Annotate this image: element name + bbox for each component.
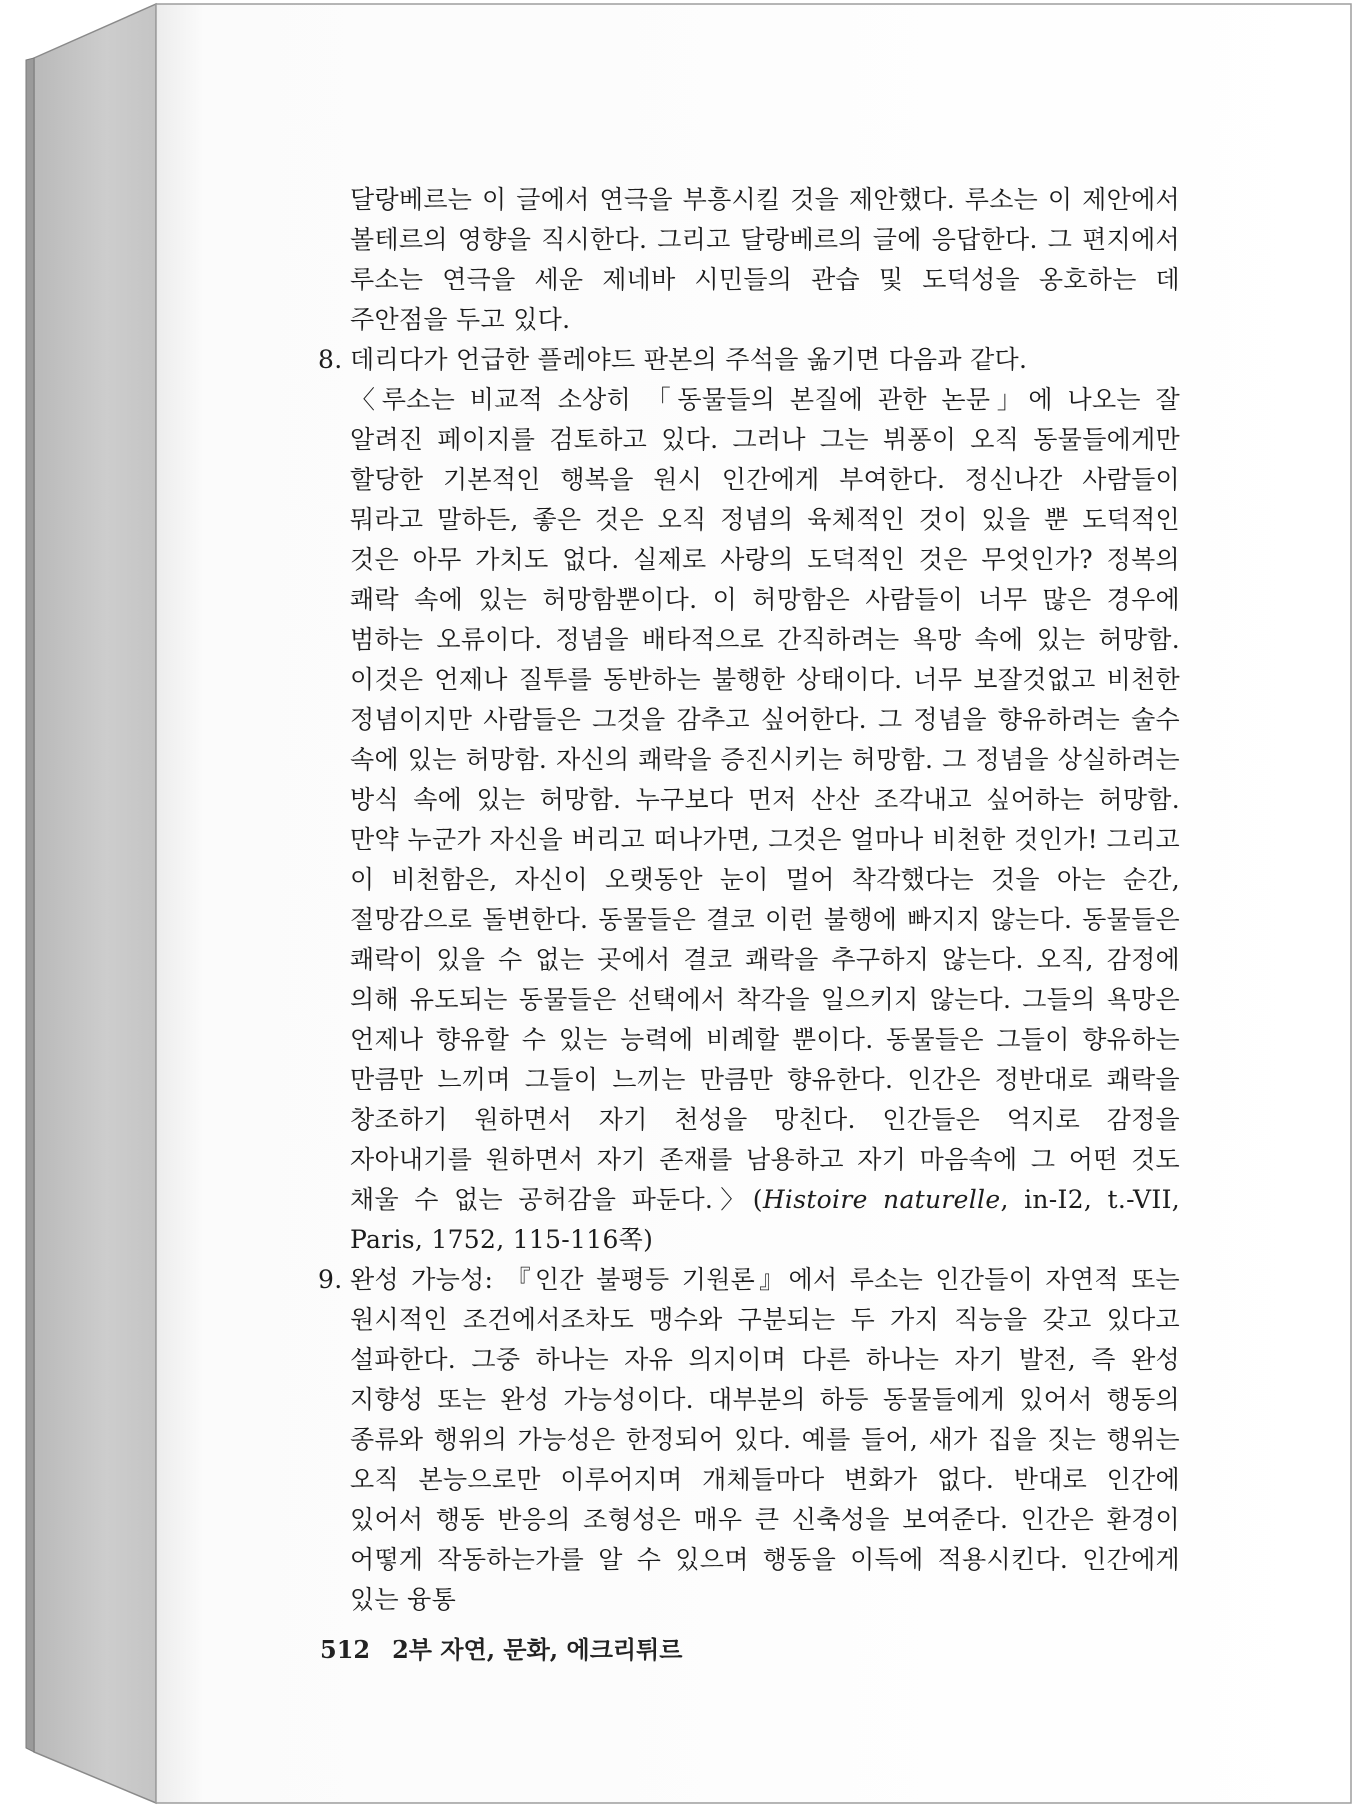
- book-edge: [26, 58, 34, 1752]
- running-head: 2부 자연, 문화, 에크리튀르: [392, 1635, 683, 1664]
- page-number: 512: [320, 1635, 371, 1664]
- citation-title: Histoire naturelle: [762, 1185, 1001, 1214]
- book-spine: [34, 4, 156, 1803]
- page-footer: [320, 1630, 682, 1665]
- footnote-8-lead: 데리다가 언급한 플레야드 판본의 주석을 옮기면 다음과 같다.: [350, 345, 1028, 374]
- page-body: [318, 180, 1180, 1620]
- footnote-8-quote: [318, 380, 1180, 1260]
- footnote-9-number: 9.: [318, 1265, 343, 1294]
- footnote-8-number: 8.: [318, 345, 343, 374]
- citation-details: , in-I2, t.-VII, Paris, 1752, 115-116쪽): [350, 1185, 1181, 1254]
- footnote-8-quote-text: 〈루소는 비교적 소상히 「동물들의 본질에 관한 논문」에 나오는 잘 알려진 페이지를 검토하고 있다. 그러나 그는 뷔퐁이 오직 동물들에게만 할당한 기본적인 행복을 원시 인간에게 부여한다. 정신나간 사람들이 뭐라고 말하든, 좋은 것은 오직 정념의 육체적인 것이 있을 뿐 도덕적인 것은 아무 가치도 없다. 실제로 사랑의 도덕적인 것은 무엇인가? 정복의 쾌락 속에 있는 허망함뿐이다. 이 허망함은 사람들이 너무 많은 경우에 범하는 오류이다. 정념을 배타적으로 간직하려는 욕망 속에 있는 허망함. 이것은 언제나 질투를 동반하는 불행한 상태이다. 너무 보잘것없고 비천한 정념이지만 사람들은 그것을 감추고 싶어한다. 그 정념을 향유하려는 술수 속에 있는 허망함. 자신의 쾌락을 증진시키는 허망함. 그 정념을 상실하려는 방식 속에 있는 허망함. 누구보다 먼저 산산 조각내고 싶어하는 허망함. 만약 누군가 자신을 버리고 떠나가면, 그것은 얼마나 비천한 것인가! 그리고 이 비천함은, 자신이 오랫동안 눈이 멀어 착각했다는 것을 아는 순간, 절망감으로 돌변한다. 동물들은 결코 이런 불행에 빠지지 않는다. 동물들은 쾌락이 있을 수 없는 곳에서 결코 쾌락을 추구하지 않는다. 오직, 감정에 의해 유도되는 동물들은 선택에서 착각을 일으키지 않는다. 그들의 욕망은 언제나 향유할 수 있는 능력에 비례할 뿐이다. 동물들은 그들이 향유하는 만큼만 느끼며 그들이 느끼는 만큼만 향유한다. 인간은 정반대로 쾌락을 창조하기 원하면서 자기 천성을 망친다. 인간들은 억지로 감정을 자아내기를 원하면서 자기 존재를 남용하고 자기 마음속에 그 어떤 것도 채울 수 없는 공허감을 파둔다.〉: [350, 385, 1180, 1214]
- paragraph-intro: 달랑베르는 이 글에서 연극을 부흥시킬 것을 제안했다. 루소는 이 제안에서 볼테르의 영향을 직시한다. 그리고 달랑베르의 글에 응답한다. 그 편지에서 루소는 연극을 세운 제네바 시민들의 관습 및 도덕성을 옹호하는 데 주안점을 두고 있다.: [350, 185, 1180, 334]
- footnote-9: [318, 1260, 1180, 1620]
- citation-open: (: [752, 1185, 763, 1214]
- footnote-9-text: 완성 가능성: 『인간 불평등 기원론』에서 루소는 인간들이 자연적 또는 원시적인 조건에서조차도 맹수와 구분되는 두 가지 직능을 갖고 있다고 설파한다. 그중 하나는 자유 의지이며 다른 하나는 자기 발전, 즉 완성 지향성 또는 완성 가능성이다. 대부분의 하등 동물들에게 있어서 행동의 종류와 행위의 가능성은 한정되어 있다. 예를 들어, 새가 집을 짓는 행위는 오직 본능으로만 이루어지며 개체들마다 변화가 없다. 반대로 인간에 있어서 행동 반응의 조형성은 매우 큰 신축성을 보여준다. 인간은 환경이 어떻게 작동하는가를 알 수 있으며 행동을 이득에 적용시킨다. 인간에게 있는 융통: [350, 1265, 1180, 1614]
- footnote-8: [318, 340, 1180, 380]
